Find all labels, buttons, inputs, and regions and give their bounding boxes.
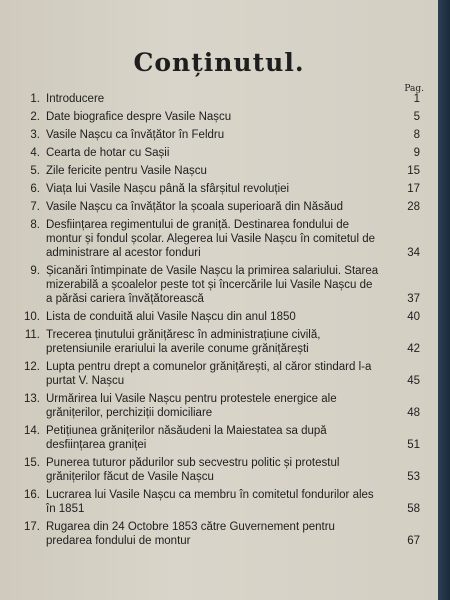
- toc-entry: [20, 424, 420, 452]
- toc-entry-title: Viața lui Vasile Nașcu până la sfârșitul revoluției: [46, 183, 290, 195]
- toc-entry-number: 7.: [30, 201, 40, 213]
- toc-entry: [20, 182, 420, 196]
- toc-entry-number: 1.: [30, 93, 40, 105]
- toc-entry-page: 45: [407, 375, 420, 387]
- toc-entry-title: Desființarea regimentului de graniță. Destinarea fondului de montur și fondul școlar. Alegerea lui Vasile Nașcu în comitetul de administrare al acestor fonduri: [46, 219, 375, 259]
- toc-entry-number: 12.: [24, 361, 40, 373]
- toc-entry-title: Date biografice despre Vasile Nașcu: [46, 111, 232, 123]
- toc-entry-number: 17.: [24, 521, 40, 533]
- book-cover-edge: [438, 0, 450, 600]
- toc-entry-page: 58: [407, 503, 420, 515]
- toc-entry-title: Lista de conduită alui Vasile Nașcu din anul 1850: [46, 311, 296, 323]
- toc-entry-page: 67: [407, 535, 420, 547]
- toc-entry-number: 11.: [24, 329, 40, 341]
- toc-entry-page: 28: [407, 201, 420, 213]
- toc-entry-title: Punerea tuturor pădurilor sub secvestru politic și protestul grănițerilor făcut de Vasile Nașcu: [46, 457, 340, 483]
- toc-entry: [20, 520, 420, 548]
- toc-entry: [20, 200, 420, 214]
- toc-entry-number: 8.: [30, 219, 40, 231]
- toc-entry-page: 42: [407, 343, 420, 355]
- toc-entry-title: Lucrarea lui Vasile Nașcu ca membru în comitetul fondurilor ales în 1851: [46, 489, 374, 515]
- toc-entry-number: 3.: [30, 129, 40, 141]
- toc-entry-title: Urmărirea lui Vasile Nașcu pentru protestele energice ale grănițerilor, perchiziții domiciliare: [46, 393, 337, 419]
- toc-entry-number: 10.: [24, 311, 40, 323]
- toc-entry: [20, 92, 420, 106]
- toc-entry-page: 15: [407, 165, 420, 177]
- toc-entry-number: 16.: [24, 489, 40, 501]
- toc-entry-number: 2.: [30, 111, 40, 123]
- toc-entry: [20, 110, 420, 124]
- toc-entry-page: 40: [407, 311, 420, 323]
- toc-entry-page: 34: [407, 247, 420, 259]
- toc-entry-page: 48: [407, 407, 420, 419]
- toc-entry: [20, 264, 420, 306]
- toc-entry-page: 53: [407, 471, 420, 483]
- toc-entry-page: 1: [413, 93, 420, 105]
- toc-entry-number: 4.: [30, 147, 40, 159]
- toc-entry-number: 14.: [24, 425, 40, 437]
- toc-entry-number: 15.: [24, 457, 40, 469]
- toc-entry: [20, 128, 420, 142]
- toc-entry-title: Vasile Nașcu ca învățător la școala superioară din Năsăud: [46, 201, 344, 213]
- toc-entry-page: 37: [407, 293, 420, 305]
- toc-entry: [20, 164, 420, 178]
- toc-entry-page: 9: [413, 147, 420, 159]
- toc-entry-page: 17: [407, 183, 420, 195]
- toc-entry-title: Zile fericite pentru Vasile Nașcu: [46, 165, 207, 177]
- toc-entry-number: 9.: [30, 265, 40, 277]
- toc-entry-number: 6.: [30, 183, 40, 195]
- toc-entry: [20, 456, 420, 484]
- toc-entry-title: Lupta pentru drept a comunelor grănițărești, al căror stindard l-a purtat V. Nașcu: [46, 361, 372, 387]
- toc-entry-title: Trecerea ținutului grănițăresc în administrațiune civilă, pretensiunile erariului la averile conume grănițărești: [46, 329, 321, 355]
- toc-entry-title: Cearta de hotar cu Sașii: [46, 147, 170, 159]
- toc-entry-page: 5: [413, 111, 420, 123]
- toc-entry: [20, 310, 420, 324]
- toc-entry-number: 5.: [30, 165, 40, 177]
- toc-entry: [20, 328, 420, 356]
- toc-entry: [20, 392, 420, 420]
- toc-entry: [20, 488, 420, 516]
- page-title: Conținutul.: [133, 48, 305, 77]
- toc-entry: [20, 360, 420, 388]
- toc-entry-title: Șicanări întimpinate de Vasile Nașcu la primirea salariului. Starea mizerabilă a școalelor peste tot și încercările lui Vasile Nașcu de a părăsi cariera învățătorească: [46, 265, 379, 305]
- toc-entry-title: Introducere: [46, 93, 105, 105]
- toc-entry: [20, 146, 420, 160]
- toc-entry-title: Petițiunea grănițerilor năsăudeni la Maiestatea sa după desființarea graniței: [46, 425, 327, 451]
- toc-entry-number: 13.: [24, 393, 40, 405]
- toc-entry-page: 51: [407, 439, 420, 451]
- table-of-contents: [20, 92, 420, 552]
- toc-entry-page: 8: [413, 129, 420, 141]
- page-column-header: Pag.: [404, 84, 424, 94]
- toc-entry-title: Rugarea din 24 Octobre 1853 către Guvernement pentru predarea fondului de montur: [46, 521, 335, 547]
- toc-entry: [20, 218, 420, 260]
- toc-entry-title: Vasile Nașcu ca învățător în Feldru: [46, 129, 225, 141]
